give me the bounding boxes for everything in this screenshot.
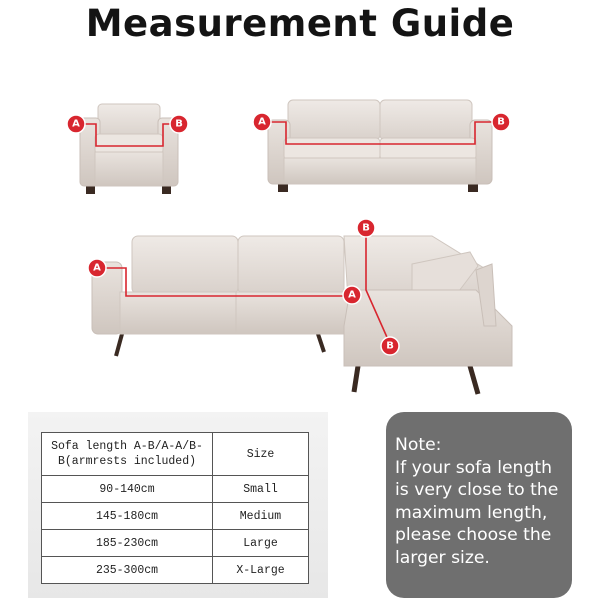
marker-b-armchair <box>170 115 188 133</box>
marker-a-sofa <box>253 113 271 131</box>
row-length: 90-140cm <box>42 476 213 503</box>
marker-b-sectional-top <box>357 219 375 237</box>
note-line: please choose the <box>395 525 552 545</box>
note-line: larger size. <box>395 547 490 568</box>
row-size: Small <box>213 476 309 503</box>
size-table <box>41 432 309 584</box>
note-line: Note: <box>395 435 442 455</box>
three-seat-sofa <box>262 100 500 192</box>
row-length: 185-230cm <box>42 530 213 557</box>
marker-b-sectional-bottom <box>381 337 399 355</box>
table-row <box>42 557 309 584</box>
table-row <box>42 530 309 557</box>
svg-text:A: A <box>258 116 266 128</box>
header-size: Size <box>213 433 309 476</box>
table-row <box>42 476 309 503</box>
marker-b-sofa <box>492 113 510 131</box>
page-title: Measurement Guide <box>85 2 515 45</box>
row-size: X-Large <box>213 557 309 584</box>
svg-text:A: A <box>72 118 80 130</box>
row-length: 235-300cm <box>42 557 213 584</box>
sectional-sofa <box>92 228 512 394</box>
marker-a-armchair <box>67 115 85 133</box>
row-size: Large <box>213 530 309 557</box>
marker-a-sectional-middle <box>343 286 361 304</box>
size-table-panel <box>28 412 328 598</box>
note-line: maximum length, <box>395 502 548 523</box>
armchair <box>80 104 178 194</box>
row-size: Medium <box>213 503 309 530</box>
header-sofa-length: Sofa length A-B/A-A/B-B(armrests included) <box>42 433 213 476</box>
row-length: 145-180cm <box>42 503 213 530</box>
svg-text:B: B <box>362 222 370 234</box>
table-header-row <box>42 433 309 476</box>
table-row <box>42 503 309 530</box>
svg-text:B: B <box>497 116 505 128</box>
marker-a-sectional-left <box>88 259 106 277</box>
svg-text:A: A <box>93 262 101 274</box>
svg-text:A: A <box>348 289 356 301</box>
note-line: If your sofa length <box>395 457 552 478</box>
svg-text:B: B <box>386 340 394 352</box>
note-line: is very close to the <box>395 480 559 500</box>
note-box <box>386 412 572 598</box>
svg-text:B: B <box>175 118 183 130</box>
